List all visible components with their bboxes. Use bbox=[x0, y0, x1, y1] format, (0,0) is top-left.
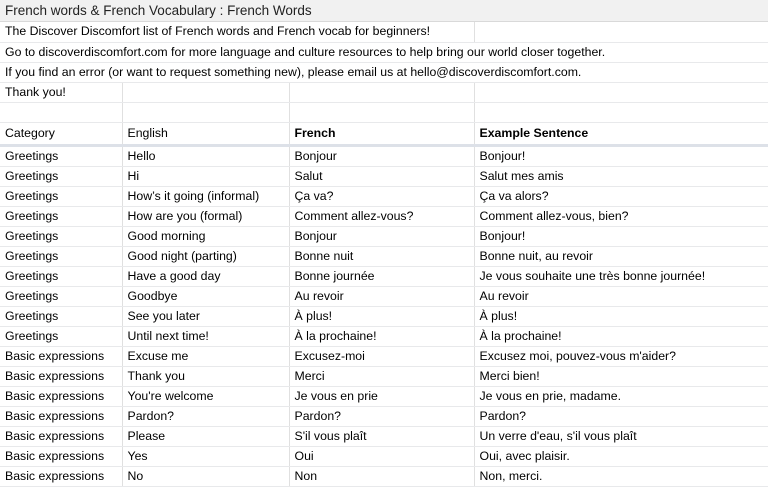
intro-row-4 bbox=[0, 82, 768, 102]
cell-category[interactable]: Greetings bbox=[0, 326, 122, 346]
cell-example[interactable]: Excusez moi, pouvez-vous m'aider? bbox=[474, 346, 768, 366]
spreadsheet-grid bbox=[0, 22, 768, 487]
intro-row-4-blank-d[interactable] bbox=[474, 82, 768, 102]
cell-example[interactable]: Salut mes amis bbox=[474, 166, 768, 186]
table-row bbox=[0, 266, 768, 286]
cell-english[interactable]: Hello bbox=[122, 145, 289, 166]
cell-english[interactable]: Good night (parting) bbox=[122, 246, 289, 266]
cell-french[interactable]: Au revoir bbox=[289, 286, 474, 306]
cell-category[interactable]: Greetings bbox=[0, 226, 122, 246]
cell-french[interactable]: Ça va? bbox=[289, 186, 474, 206]
cell-english[interactable]: Until next time! bbox=[122, 326, 289, 346]
cell-french[interactable]: Comment allez-vous? bbox=[289, 206, 474, 226]
cell-english[interactable]: How’s it going (informal) bbox=[122, 186, 289, 206]
spacer-cell-b[interactable] bbox=[122, 102, 289, 122]
cell-french[interactable]: Excusez-moi bbox=[289, 346, 474, 366]
table-row bbox=[0, 186, 768, 206]
cell-example[interactable]: Au revoir bbox=[474, 286, 768, 306]
spacer-cell-d[interactable] bbox=[474, 102, 768, 122]
cell-example[interactable]: Pardon? bbox=[474, 406, 768, 426]
cell-french[interactable]: Oui bbox=[289, 446, 474, 466]
cell-category[interactable]: Greetings bbox=[0, 186, 122, 206]
cell-example[interactable]: Bonjour! bbox=[474, 226, 768, 246]
cell-example[interactable]: Non, merci. bbox=[474, 466, 768, 486]
cell-example[interactable]: Je vous souhaite une très bonne journée! bbox=[474, 266, 768, 286]
cell-category[interactable]: Greetings bbox=[0, 145, 122, 166]
cell-english[interactable]: Have a good day bbox=[122, 266, 289, 286]
cell-english[interactable]: No bbox=[122, 466, 289, 486]
cell-category[interactable]: Basic expressions bbox=[0, 406, 122, 426]
table-row bbox=[0, 326, 768, 346]
cell-example[interactable]: Comment allez-vous, bien? bbox=[474, 206, 768, 226]
intro-row-4-blank-b[interactable] bbox=[122, 82, 289, 102]
spacer-cell-c[interactable] bbox=[289, 102, 474, 122]
cell-french[interactable]: Bonne nuit bbox=[289, 246, 474, 266]
cell-french[interactable]: Bonjour bbox=[289, 145, 474, 166]
cell-category[interactable]: Greetings bbox=[0, 266, 122, 286]
cell-example[interactable]: À la prochaine! bbox=[474, 326, 768, 346]
spreadsheet-body bbox=[0, 22, 768, 486]
cell-english[interactable]: Yes bbox=[122, 446, 289, 466]
table-row bbox=[0, 226, 768, 246]
cell-category[interactable]: Basic expressions bbox=[0, 366, 122, 386]
intro-text-2[interactable]: Go to discoverdiscomfort.com for more language and culture resources to help bring our world closer together. bbox=[0, 42, 768, 62]
cell-english[interactable]: Please bbox=[122, 426, 289, 446]
document-title-bar bbox=[0, 0, 768, 22]
cell-french[interactable]: Bonne journée bbox=[289, 266, 474, 286]
cell-french[interactable]: À la prochaine! bbox=[289, 326, 474, 346]
cell-french[interactable]: Merci bbox=[289, 366, 474, 386]
cell-french[interactable]: À plus! bbox=[289, 306, 474, 326]
page-title: French words & French Vocabulary : French Words bbox=[5, 3, 312, 18]
cell-english[interactable]: See you later bbox=[122, 306, 289, 326]
cell-english[interactable]: Pardon? bbox=[122, 406, 289, 426]
intro-text-1[interactable]: The Discover Discomfort list of French words and French vocab for beginners! bbox=[0, 22, 474, 42]
cell-example[interactable]: Un verre d'eau, s'il vous plaît bbox=[474, 426, 768, 446]
cell-category[interactable]: Basic expressions bbox=[0, 386, 122, 406]
cell-category[interactable]: Basic expressions bbox=[0, 346, 122, 366]
cell-example[interactable]: Bonne nuit, au revoir bbox=[474, 246, 768, 266]
cell-example[interactable]: À plus! bbox=[474, 306, 768, 326]
intro-text-3[interactable]: If you find an error (or want to request something new), please email us at hello@discoverdiscomfort.com. bbox=[0, 62, 768, 82]
spacer-row bbox=[0, 102, 768, 122]
intro-row-1 bbox=[0, 22, 768, 42]
cell-english[interactable]: Good morning bbox=[122, 226, 289, 246]
intro-row-3 bbox=[0, 62, 768, 82]
column-header-english[interactable]: English bbox=[122, 122, 289, 145]
intro-row-4-blank-c[interactable] bbox=[289, 82, 474, 102]
intro-row-2 bbox=[0, 42, 768, 62]
table-row bbox=[0, 286, 768, 306]
column-header-french[interactable]: French bbox=[289, 122, 474, 145]
table-row bbox=[0, 166, 768, 186]
cell-english[interactable]: How are you (formal) bbox=[122, 206, 289, 226]
cell-category[interactable]: Greetings bbox=[0, 206, 122, 226]
cell-french[interactable]: Je vous en prie bbox=[289, 386, 474, 406]
cell-french[interactable]: Non bbox=[289, 466, 474, 486]
intro-row-1-blank-d[interactable] bbox=[474, 22, 768, 42]
cell-example[interactable]: Oui, avec plaisir. bbox=[474, 446, 768, 466]
cell-example[interactable]: Je vous en prie, madame. bbox=[474, 386, 768, 406]
cell-example[interactable]: Merci bien! bbox=[474, 366, 768, 386]
cell-french[interactable]: S'il vous plaît bbox=[289, 426, 474, 446]
cell-example[interactable]: Bonjour! bbox=[474, 145, 768, 166]
cell-example[interactable]: Ça va alors? bbox=[474, 186, 768, 206]
cell-category[interactable]: Greetings bbox=[0, 166, 122, 186]
cell-category[interactable]: Basic expressions bbox=[0, 426, 122, 446]
cell-english[interactable]: Hi bbox=[122, 166, 289, 186]
table-row bbox=[0, 406, 768, 426]
cell-category[interactable]: Basic expressions bbox=[0, 466, 122, 486]
table-header-row bbox=[0, 122, 768, 145]
cell-english[interactable]: You're welcome bbox=[122, 386, 289, 406]
table-row bbox=[0, 306, 768, 326]
table-row bbox=[0, 145, 768, 166]
spacer-cell-a[interactable] bbox=[0, 102, 122, 122]
table-row bbox=[0, 426, 768, 446]
table-row bbox=[0, 246, 768, 266]
cell-category[interactable]: Greetings bbox=[0, 246, 122, 266]
table-row bbox=[0, 206, 768, 226]
column-header-category[interactable]: Category bbox=[0, 122, 122, 145]
column-header-example-sentence[interactable]: Example Sentence bbox=[474, 122, 768, 145]
cell-category[interactable]: Basic expressions bbox=[0, 446, 122, 466]
cell-english[interactable]: Excuse me bbox=[122, 346, 289, 366]
table-row bbox=[0, 346, 768, 366]
cell-french[interactable]: Bonjour bbox=[289, 226, 474, 246]
cell-category[interactable]: Greetings bbox=[0, 306, 122, 326]
table-row bbox=[0, 446, 768, 466]
cell-english[interactable]: Thank you bbox=[122, 366, 289, 386]
cell-english[interactable]: Goodbye bbox=[122, 286, 289, 306]
table-row bbox=[0, 366, 768, 386]
cell-french[interactable]: Pardon? bbox=[289, 406, 474, 426]
cell-french[interactable]: Salut bbox=[289, 166, 474, 186]
cell-category[interactable]: Greetings bbox=[0, 286, 122, 306]
table-row bbox=[0, 386, 768, 406]
table-row bbox=[0, 466, 768, 486]
intro-text-4[interactable]: Thank you! bbox=[0, 82, 122, 102]
